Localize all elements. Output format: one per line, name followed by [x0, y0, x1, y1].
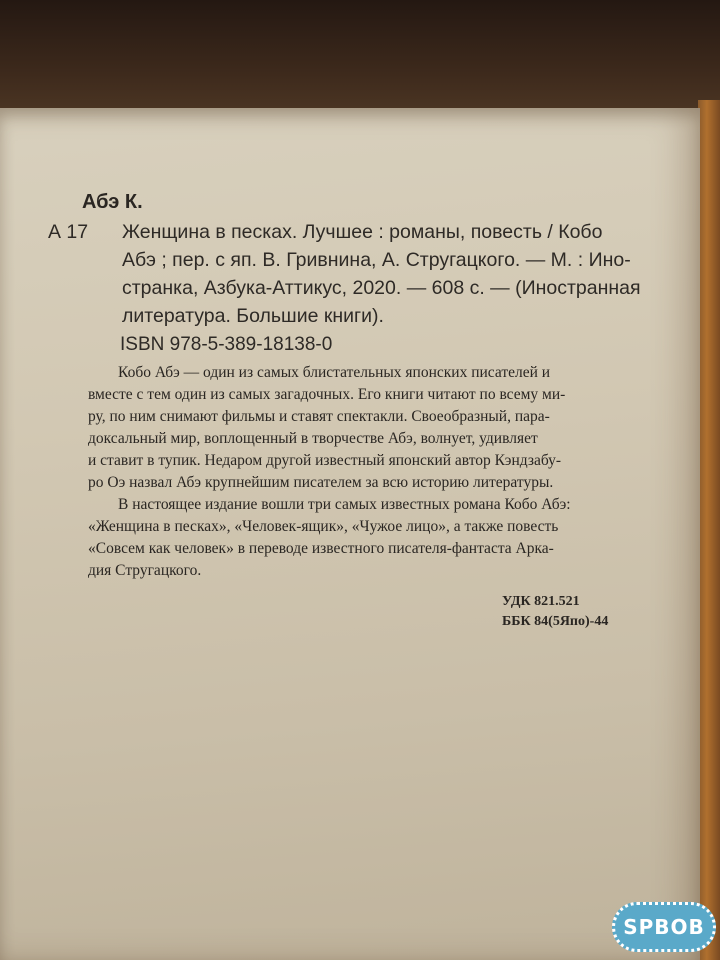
annotation-line: дия Стругацкого. — [88, 562, 202, 579]
book-cover-edge — [698, 100, 720, 960]
annotation-line: ру, по ним снимают фильмы и ставят спектакли. Своеобразный, пара- — [88, 408, 550, 425]
annotation-line: «Совсем как человек» в переводе известного писателя-фантаста Арка- — [88, 540, 554, 557]
annotation-line: доксальный мир, воплощенный в творчестве Абэ, волнует, удивляет — [88, 430, 538, 447]
annotation-line: Кобо Абэ — один из самых блистательных японских писателей и — [118, 364, 551, 381]
classification-code: А 17 — [48, 221, 89, 243]
entry-line: Абэ ; пер. с яп. В. Гривнина, А. Стругацкого. — М. : Ино- — [122, 249, 631, 271]
bbk-code: ББК 84(5Япо)-44 — [502, 614, 609, 629]
entry-line: странка, Азбука-Аттикус, 2020. — 608 с. — (Иностранная — [122, 277, 641, 299]
classification-codes — [502, 592, 638, 632]
entry-line: Женщина в песках. Лучшее : романы, повесть / Кобо — [122, 221, 603, 243]
watermark-text: SPBOB — [623, 915, 705, 939]
bibliographic-entry — [48, 218, 641, 330]
annotation-line: В настоящее издание вошли три самых известных романа Кобо Абэ: — [118, 496, 571, 513]
annotation-text — [88, 362, 638, 582]
watermark-badge — [612, 902, 716, 952]
annotation-line: и ставит в тупик. Недаром другой известный японский автор Кэндзабу- — [88, 452, 562, 469]
catalog-record — [48, 186, 641, 632]
annotation-line: вместе с тем один из самых загадочных. Его книги читают по всему ми- — [88, 386, 566, 403]
annotation-line: «Женщина в песках», «Человек-ящик», «Чужое лицо», а также повесть — [88, 518, 559, 535]
annotation-line: ро Оэ назвал Абэ крупнейшим писателем за всю историю литературы. — [88, 474, 554, 491]
udk-code: УДК 821.521 — [502, 594, 580, 609]
author-heading: Абэ К. — [82, 191, 143, 213]
entry-line: литература. Большие книги). — [122, 305, 384, 327]
isbn: ISBN 978-5-389-18138-0 — [120, 334, 333, 355]
wooden-surface — [0, 0, 720, 112]
